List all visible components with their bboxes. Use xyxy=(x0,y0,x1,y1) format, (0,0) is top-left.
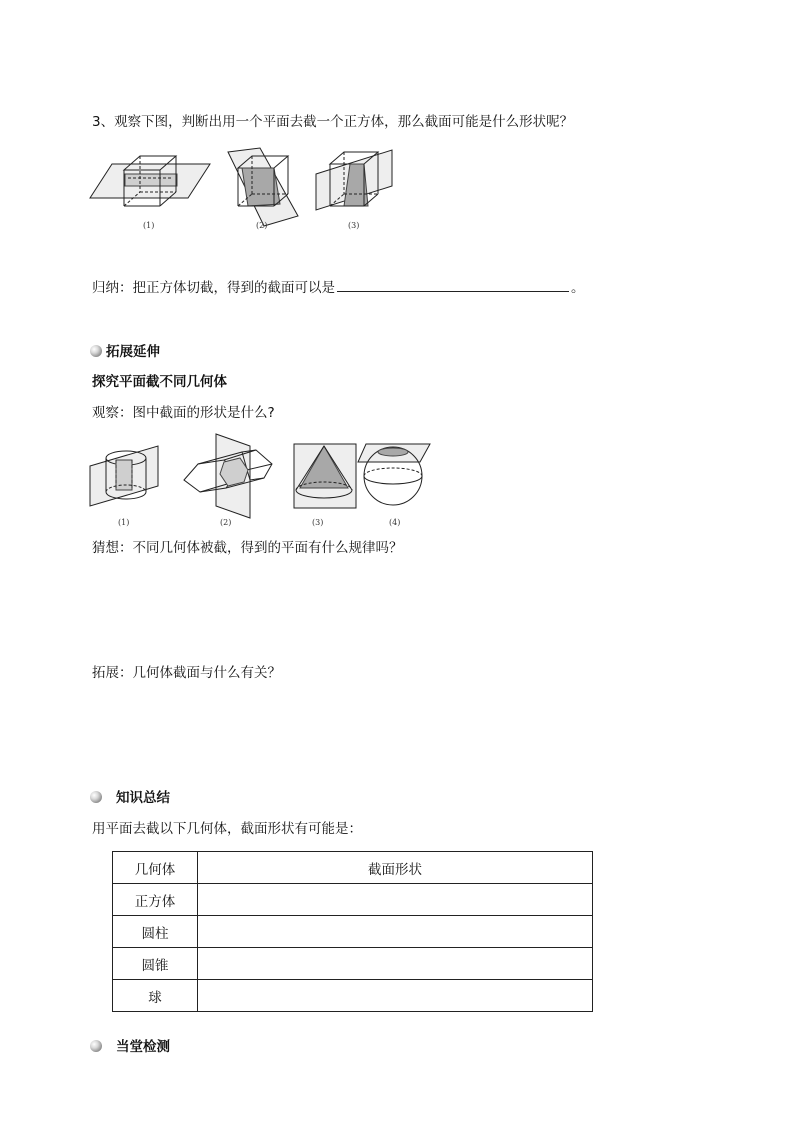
test-heading xyxy=(90,1035,170,1055)
answer-blank[interactable] xyxy=(337,276,569,292)
extension-heading xyxy=(90,340,160,360)
cube-figure-1 xyxy=(90,156,210,206)
table-cell-solid: 球 xyxy=(113,980,198,1012)
summary-table xyxy=(112,851,593,1012)
table-cell-answer[interactable] xyxy=(198,980,593,1012)
cube-figure-2 xyxy=(228,148,298,226)
bullet-icon xyxy=(90,1040,102,1052)
knowledge-heading xyxy=(90,786,170,806)
cube-caption-1: (1) xyxy=(143,221,155,230)
table-row xyxy=(113,948,593,980)
solid-caption-4: (4) xyxy=(389,518,401,527)
table-header-solid: 几何体 xyxy=(113,852,198,884)
summary-line xyxy=(92,276,585,296)
prism-figure xyxy=(184,434,272,518)
cylinder-figure xyxy=(90,446,158,506)
expand-text: 拓展：几何体截面与什么有关？ xyxy=(92,665,281,681)
extension-subheading: 探究平面截不同几何体 xyxy=(92,374,227,390)
table-header-section: 截面形状 xyxy=(198,852,593,884)
sphere-figure xyxy=(358,444,430,505)
test-heading-label: 当堂检测 xyxy=(116,1039,170,1055)
table-cell-answer[interactable] xyxy=(198,884,593,916)
question-3-text: 3、观察下图，判断出用一个平面去截一个正方体，那么截面可能是什么形状呢？ xyxy=(92,114,574,130)
summary-suffix: 。 xyxy=(571,280,585,296)
cube-caption-3: (3) xyxy=(348,221,360,230)
table-cell-solid: 正方体 xyxy=(113,884,198,916)
solid-caption-2: (2) xyxy=(220,518,232,527)
table-row xyxy=(113,884,593,916)
solid-caption-1: (1) xyxy=(118,518,130,527)
cube-sections-figure xyxy=(88,148,408,238)
table-row xyxy=(113,916,593,948)
table-cell-answer[interactable] xyxy=(198,916,593,948)
table-header-row xyxy=(113,852,593,884)
table-cell-solid: 圆锥 xyxy=(113,948,198,980)
table-cell-answer[interactable] xyxy=(198,948,593,980)
solid-caption-3: (3) xyxy=(312,518,324,527)
knowledge-intro: 用平面去截以下几何体，截面形状有可能是： xyxy=(92,821,362,837)
knowledge-heading-label: 知识总结 xyxy=(116,790,170,806)
table-cell-solid: 圆柱 xyxy=(113,916,198,948)
guess-text: 猜想：不同几何体被截，得到的平面有什么规律吗？ xyxy=(92,540,403,556)
cone-figure xyxy=(294,444,356,508)
bullet-icon xyxy=(90,345,102,357)
summary-prefix: 归纳：把正方体切截，得到的截面可以是 xyxy=(92,280,335,296)
extension-heading-label: 拓展延伸 xyxy=(106,344,160,360)
solids-sections-figure xyxy=(88,430,438,520)
observe-text: 观察：图中截面的形状是什么? xyxy=(92,405,275,421)
table-row xyxy=(113,980,593,1012)
cube-figure-3 xyxy=(316,150,392,210)
cube-caption-2: (2) xyxy=(256,221,268,230)
bullet-icon xyxy=(90,791,102,803)
